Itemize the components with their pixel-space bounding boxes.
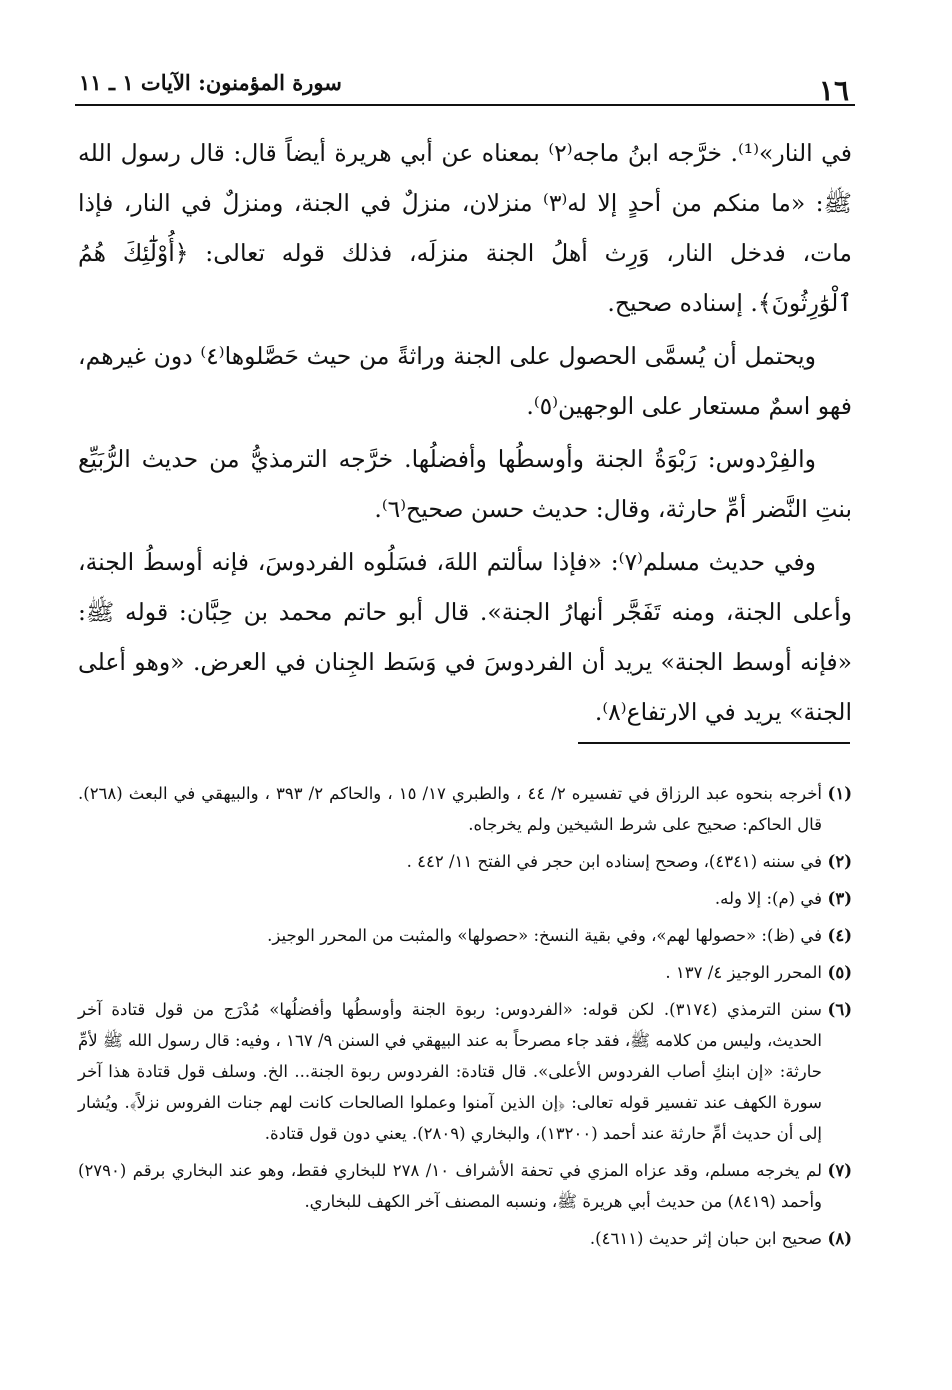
footnote (78, 1223, 852, 1254)
footnote-number: (٨) (827, 1229, 852, 1248)
footnote-text: في (م): إلا وله. (714, 889, 822, 908)
footnote-text: في (ظ): «حصولها لهم»، وفي بقية النسخ: «حصولها» والمثبت من المحرر الوجيز. (267, 926, 822, 945)
footnote (78, 846, 852, 877)
footnote-text: سنن الترمذي (٣١٧٤). لكن قوله: «الفردوس: ربوة الجنة وأوسطُها وأفضلُها» مُدْرَج من قول قتادة آخر الحديث، وليس من كلامه ﷺ، فقد جاء مصرحاً به عند البيهقي في السنن ٩/ ١٦٧ ، وفيه: قال رسول الله ﷺ لأمِّ حارثة: «إن ابنكِ أصاب الفردوس الأعلى». قال قتادة: الفردوس ربوة الجنة... الخ. وسلف قول قتادة هذا آخر سورة الكهف عند تفسير قوله تعالى: ﴿إن الذين آمنوا وعملوا الصالحات كانت لهم جنات الفروس نزلاً﴾. ويُشار إلى أن حديث أمِّ حارثة عند أحمد (١٣٢٠٠)، والبخاري (٢٨٠٩). يعني دون قول قتادة. (78, 1000, 822, 1143)
page-number: ١٦ (818, 74, 849, 107)
footnote-number: (٧) (827, 1161, 852, 1180)
running-title: سورة المؤمنون: الآيات ١ ـ ١١ (79, 70, 342, 95)
footnote-number: (٥) (827, 963, 852, 982)
footnote (78, 994, 852, 1149)
body-paragraph: وفي حديث مسلم⁽٧⁾: «فإذا سألتم اللهَ، فسَلُوه الفردوسَ، فإنه أوسطُ الجنة، وأعلى الجنة، ومنه تَفَجَّر أنهارُ الجنة». قال أبو حاتم محمد بن حِبَّان: قوله ﷺ: «فإنه أوسط الجنة» يريد أن الفردوسَ في وَسَط الجِنان في العرض. «وهو أعلى الجنة» يريد في الارتفاع⁽٨⁾. (78, 548, 852, 726)
body-paragraph: في النار»⁽¹⁾. خرَّجه ابنُ ماجه⁽٢⁾ بمعناه عن أبي هريرة أيضاً قال: قال رسول الله ﷺ: «ما منكم من أحدٍ إلا له⁽٣⁾ منزلان، منزلٌ في الجنة، ومنزلٌ في النار، فإذا مات، فدخل النار، وَرِث أهلُ الجنة منزلَه، فذلك قوله تعالى: ﴿أُوْلَٰٓئِكَ هُمُ ٱلْوَٰرِثُونَ﴾. إسناده صحيح. (78, 139, 853, 317)
footnote-number: (١) (827, 784, 852, 803)
footnote-text: لم يخرجه مسلم، وقد عزاه المزي في تحفة الأشراف ١٠/ ٢٧٨ للبخاري فقط، وهو عند البخاري برقم (٢٧٩٠) وأحمد (٨٤١٩) من حديث أبي هريرة ﷺ، ونسبه المصنف آخر الكهف للبخاري. (78, 1161, 822, 1211)
footnote-separator (578, 742, 850, 744)
footnote (78, 957, 852, 988)
footnote-text: صحيح ابن حبان إثر حديث (٤٦١١). (589, 1229, 822, 1248)
footnote (78, 883, 852, 914)
body-paragraph: والفِرْدوس: رَبْوَةُ الجنة وأوسطُها وأفضلُها. خرَّجه الترمذيُّ من حديث الرُّبَيِّع بنتِ النَّضر أمِّ حارثة، وقال: حديث حسن صحيح⁽٦⁾. (78, 445, 852, 523)
footnote-text: في سننه (٤٣٤١)، وصحح إسناده ابن حجر في الفتح ١١/ ٤٤٢ . (406, 852, 822, 871)
footnotes (78, 778, 852, 1260)
footnote-number: (٢) (827, 852, 852, 871)
footnote-text: المحرر الوجيز ٤/ ١٣٧ . (665, 963, 822, 982)
footnote-number: (٣) (827, 889, 852, 908)
footnote (78, 920, 852, 951)
body-paragraph: ويحتمل أن يُسمَّى الحصول على الجنة وراثةً من حيث حَصَّلوها⁽٤⁾ دون غيرهم، فهو اسمٌ مستعار على الوجهين⁽٥⁾. (78, 342, 852, 420)
footnote (78, 1155, 852, 1217)
page-header (75, 62, 855, 106)
footnote (78, 778, 852, 840)
footnote-text: أخرجه بنحوه عبد الرزاق في تفسيره ٢/ ٤٤ ، والطبري ١٧/ ١٥ ، والحاكم ٢/ ٣٩٣ ، والبيهقي في البعث (٢٦٨). قال الحاكم: صحيح على شرط الشيخين ولم يخرجاه. (78, 784, 822, 834)
footnote-number: (٦) (827, 1000, 852, 1019)
footnote-number: (٤) (827, 926, 852, 945)
main-text (78, 128, 852, 740)
